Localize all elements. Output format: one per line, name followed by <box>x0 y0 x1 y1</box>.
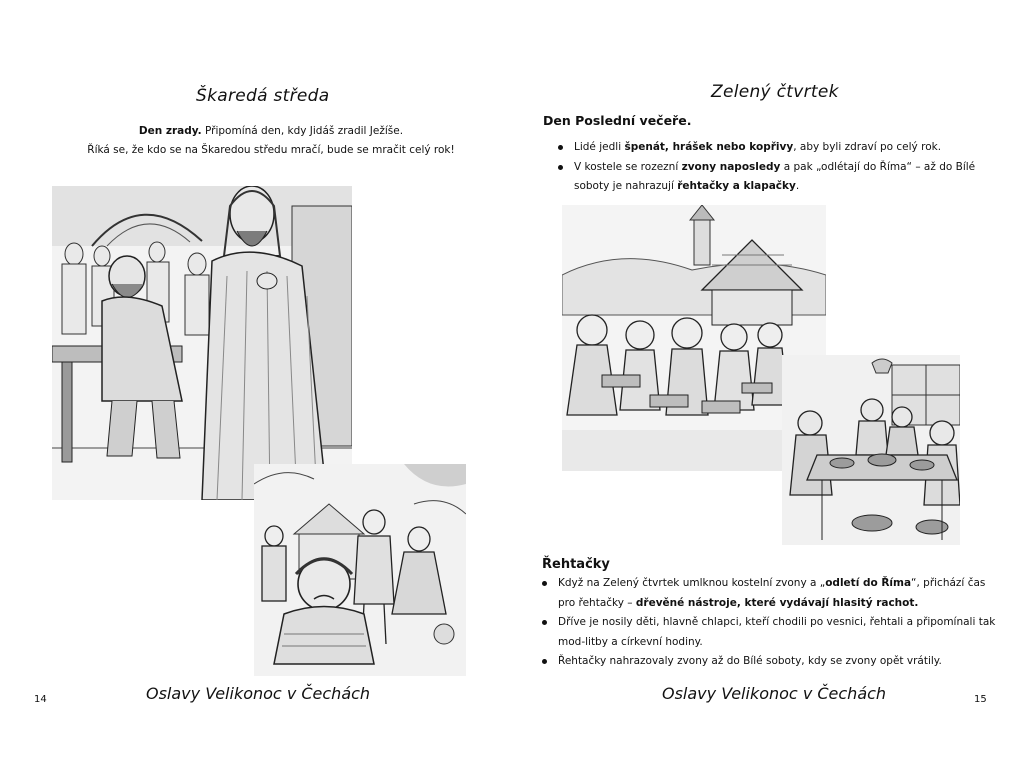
footer-title: Oslavy Velikonoc v Čechách <box>146 684 371 703</box>
intro-bold: Den zrady. <box>138 125 202 137</box>
intro-line-1 <box>60 122 482 141</box>
bullet-item: Řehtačky nahrazovaly zvony až do Bílé soboty, kdy se zvony opět vrátily. <box>540 652 1000 672</box>
bullet-text: , aby byli zdraví po celý rok. <box>793 141 942 153</box>
bullet-item <box>556 138 996 158</box>
bullet-text: a pak „odlétají do Říma“ – až do Bílé soboty je nahrazují <box>574 160 976 192</box>
footer-title: Oslavy Velikonoc v Čechách <box>662 684 887 703</box>
page-title-zeleny-ctvrtek: Zelený čtvrtek <box>711 82 839 102</box>
frowning-girl-drawing <box>254 464 466 676</box>
bullet-text: V kostele se rozezní <box>574 160 682 173</box>
bullet-bold: špenát, hrášek nebo kopřivy <box>624 141 794 153</box>
bullet-list-rehtacky <box>540 574 1000 672</box>
bullet-bold: zvony naposledy <box>681 160 781 173</box>
illustration-family-table <box>782 355 960 545</box>
intro-text <box>60 122 482 160</box>
page-title-skareda-streda: Škaredá středa <box>196 86 330 106</box>
bullet-list-zeleny-ctvrtek <box>556 138 996 197</box>
intro-line-2: Říká se, že kdo se na Škaredou středu mračí, bude se mračit celý rok! <box>87 144 455 156</box>
bullet-text: Lidé jedli <box>574 141 625 153</box>
judas-jesus-drawing <box>52 186 352 500</box>
bullet-bold: odletí do Říma <box>825 577 912 589</box>
intro-line1-rest: Připomíná den, kdy Jidáš zradil Ježíše. <box>201 125 404 137</box>
bullet-item: Dříve je nosily děti, hlavně chlapci, kteří chodili po vesnici, řehtali a připomínali tak mod-litby a církevní hodiny. <box>540 613 1000 652</box>
bullet-item <box>540 574 1000 613</box>
bullet-item <box>556 158 996 197</box>
page-number: 14 <box>34 694 47 705</box>
section-heading-posledni-vecere: Den Poslední večeře. <box>543 113 692 128</box>
bullet-text: “, přichází čas pro řehtačky – <box>558 577 986 609</box>
illustration-judas-jesus <box>52 186 352 500</box>
page-number: 15 <box>974 694 987 705</box>
illustration-frowning-girl <box>254 464 466 676</box>
bullet-bold: dřevěné nástroje, které vydávají hlasitý rachot. <box>635 596 919 609</box>
bullet-text: Když na Zelený čtvrtek umlknou kostelní zvony a „ <box>558 577 826 589</box>
bullet-bold: řehtačky a klapačky <box>677 180 796 192</box>
right-page <box>512 0 1024 768</box>
section-heading-rehtacky: Řehtačky <box>542 557 610 572</box>
family-table-drawing <box>782 355 960 545</box>
bullet-text: . <box>795 180 800 192</box>
